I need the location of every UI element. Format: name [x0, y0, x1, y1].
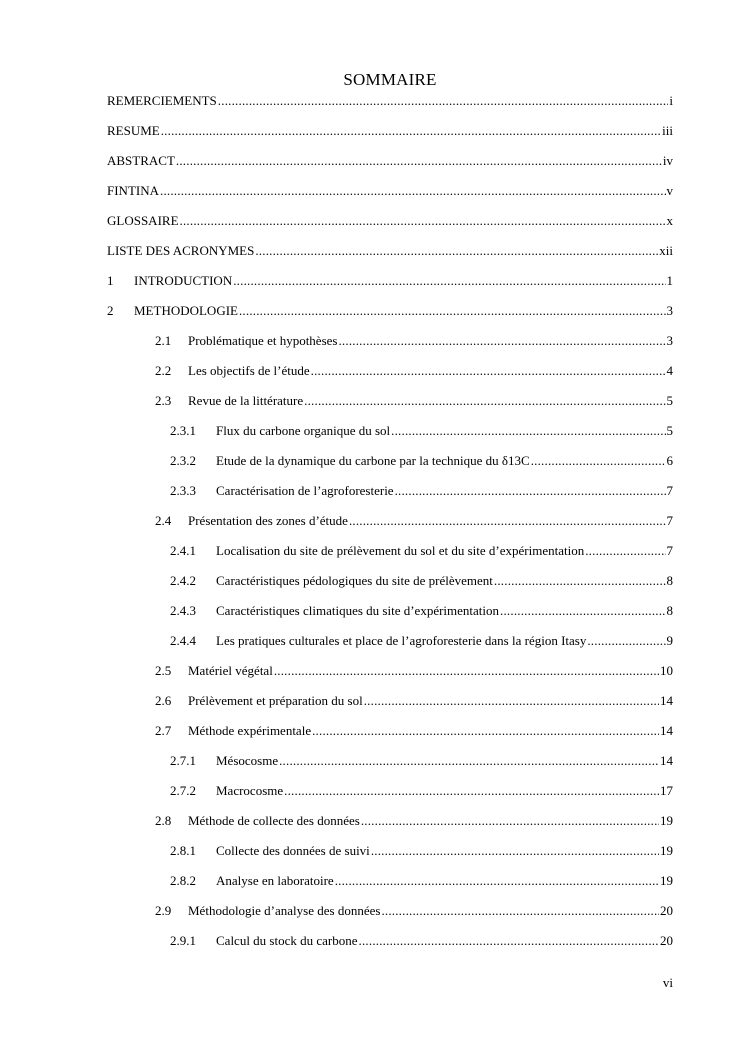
toc-entry-page: 5 — [666, 423, 673, 438]
toc-entry-label: Méthode expérimentale — [188, 723, 312, 738]
toc-dot-leader — [371, 841, 659, 861]
toc-dot-leader — [218, 91, 669, 111]
toc-entry-number: 2.4.2 — [170, 573, 196, 588]
toc-entry-page: 5 — [666, 393, 673, 408]
toc-entry-label: REMERCIEMENTS — [107, 93, 217, 108]
toc-dot-leader — [361, 811, 659, 831]
toc-entry-number: 2.3.1 — [170, 423, 196, 438]
toc-entry-label: GLOSSAIRE — [107, 213, 179, 228]
toc-dot-leader — [359, 931, 659, 951]
toc-entry[interactable] — [170, 541, 673, 561]
toc-entry-page: 20 — [660, 933, 673, 948]
toc-dot-leader — [381, 901, 659, 921]
toc-entry-page: v — [666, 183, 673, 198]
toc-entry[interactable] — [155, 511, 673, 531]
toc-entry-label: Revue de la littérature — [188, 393, 304, 408]
toc-entry[interactable] — [107, 121, 673, 141]
toc-entry-label: Localisation du site de prélèvement du sol et du site d’expérimentation — [216, 543, 585, 558]
toc-entry-page: 7 — [666, 483, 673, 498]
toc-entry[interactable] — [107, 211, 673, 231]
toc-entry-page: x — [666, 213, 673, 228]
toc-entry-number: 2.3.2 — [170, 453, 196, 468]
toc-entry-label: INTRODUCTION — [134, 273, 233, 288]
toc-dot-leader — [349, 511, 666, 531]
toc-dot-leader — [274, 661, 659, 681]
toc-entry[interactable] — [170, 631, 673, 651]
toc-entry[interactable] — [170, 451, 673, 471]
toc-dot-leader — [180, 211, 666, 231]
toc-entry-label: Problématique et hypothèses — [188, 333, 338, 348]
toc-entry-label: LISTE DES ACRONYMES — [107, 243, 255, 258]
toc-entry-label: Flux du carbone organique du sol — [216, 423, 391, 438]
toc-entry-page: iii — [662, 123, 673, 138]
toc-entry-number: 2.7 — [155, 723, 172, 738]
toc-entry[interactable] — [170, 751, 673, 771]
toc-entry-label: RESUME — [107, 123, 160, 138]
toc-dot-leader — [364, 691, 659, 711]
toc-entry-label: Macrocosme — [216, 783, 284, 798]
toc-dot-leader — [239, 301, 666, 321]
toc-entry-label: Mésocosme — [216, 753, 279, 768]
toc-entry-page: 17 — [660, 783, 673, 798]
toc-entry-label: METHODOLOGIE — [134, 303, 238, 318]
toc-dot-leader — [335, 871, 659, 891]
toc-entry-number: 2.7.2 — [170, 783, 196, 798]
toc-entry-number: 2.4 — [155, 513, 172, 528]
toc-entry-number: 2 — [107, 303, 114, 318]
toc-dot-leader — [284, 781, 659, 801]
toc-entry-page: iv — [662, 153, 673, 168]
toc-entry-page: 7 — [666, 513, 673, 528]
toc-entry-number: 2.2 — [155, 363, 172, 378]
toc-dot-leader — [391, 421, 665, 441]
toc-entry-number: 2.3 — [155, 393, 172, 408]
toc-entry[interactable] — [155, 391, 673, 411]
toc-dot-leader — [311, 361, 666, 381]
toc-entry-label: Les objectifs de l’étude — [188, 363, 310, 378]
toc-entry-page: xii — [659, 243, 673, 258]
toc-entry-number: 2.8.1 — [170, 843, 196, 858]
toc-entry-page: 3 — [666, 333, 673, 348]
toc-entry-page: 10 — [660, 663, 673, 678]
toc-dot-leader — [312, 721, 659, 741]
toc-entry-number: 2.5 — [155, 663, 172, 678]
toc-entry[interactable] — [155, 331, 673, 351]
toc-entry-number: 2.4.3 — [170, 603, 196, 618]
toc-entry-page: 14 — [660, 693, 673, 708]
toc-dot-leader — [161, 121, 661, 141]
toc-entry-number: 2.9 — [155, 903, 172, 918]
toc-entry-label: Méthodologie d’analyse des données — [188, 903, 381, 918]
toc-entry[interactable] — [155, 811, 673, 831]
toc-entry-label: Méthode de collecte des données — [188, 813, 360, 828]
toc-entry-label: Calcul du stock du carbone — [216, 933, 358, 948]
toc-dot-leader — [304, 391, 665, 411]
toc-entry[interactable] — [155, 721, 673, 741]
toc-entry-page: 14 — [660, 753, 673, 768]
toc-entry-page: i — [669, 93, 673, 108]
toc-dot-leader — [585, 541, 665, 561]
toc-entry-number: 2.3.3 — [170, 483, 196, 498]
toc-entry[interactable] — [170, 481, 673, 501]
toc-entry[interactable] — [170, 601, 673, 621]
toc-entry-page: 4 — [666, 363, 673, 378]
toc-entry[interactable] — [170, 571, 673, 591]
toc-entry-page: 1 — [666, 273, 673, 288]
toc-entry-page: 20 — [660, 903, 673, 918]
toc-entry[interactable] — [155, 661, 673, 681]
toc-entry-label: Matériel végétal — [188, 663, 273, 678]
toc-entry-number: 2.4.4 — [170, 633, 196, 648]
toc-entry-label: Prélèvement et préparation du sol — [188, 693, 363, 708]
toc-entry[interactable] — [170, 871, 673, 891]
toc-dot-leader — [279, 751, 659, 771]
toc-entry-label: Caractéristiques pédologiques du site de prélèvement — [216, 573, 493, 588]
toc-entry-page: 19 — [660, 843, 673, 858]
toc-entry[interactable] — [107, 241, 673, 261]
toc-entry-label: FINTINA — [107, 183, 159, 198]
toc-dot-leader — [176, 151, 662, 171]
toc-entry[interactable] — [155, 901, 673, 921]
toc-entry-label: Les pratiques culturales et place de l’agroforesterie dans la région Itasy — [216, 633, 587, 648]
toc-entry-number: 2.8.2 — [170, 873, 196, 888]
toc-dot-leader — [494, 571, 666, 591]
toc-entry-label: Présentation des zones d’étude — [188, 513, 348, 528]
toc-entry[interactable] — [170, 841, 673, 861]
toc-entry[interactable] — [107, 91, 673, 111]
toc-dot-leader — [500, 601, 665, 621]
toc-entry-number: 2.4.1 — [170, 543, 196, 558]
toc-entry-page: 19 — [660, 813, 673, 828]
toc-dot-leader — [338, 331, 665, 351]
toc-dot-leader — [160, 181, 666, 201]
toc-entry-page: 6 — [666, 453, 673, 468]
toc-dot-leader — [233, 271, 665, 291]
toc-entry-page: 9 — [666, 633, 673, 648]
toc-entry[interactable] — [107, 301, 673, 321]
toc-entry-label: Caractéristiques climatiques du site d’expérimentation — [216, 603, 500, 618]
toc-dot-leader — [531, 451, 666, 471]
toc-entry-page: 8 — [666, 603, 673, 618]
toc-entry[interactable] — [170, 931, 673, 951]
toc-dot-leader — [255, 241, 658, 261]
toc-entry[interactable] — [170, 781, 673, 801]
toc-entry-number: 2.8 — [155, 813, 172, 828]
toc-entry-label: Analyse en laboratoire — [216, 873, 334, 888]
toc-entry[interactable] — [107, 151, 673, 171]
page-title: SOMMAIRE — [343, 70, 437, 89]
toc-entry-number: 2.6 — [155, 693, 172, 708]
toc-dot-leader — [587, 631, 665, 651]
toc-entry-page: 3 — [666, 303, 673, 318]
toc-entry-label: ABSTRACT — [107, 153, 175, 168]
toc-dot-leader — [395, 481, 666, 501]
toc-entry-label: Collecte des données de suivi — [216, 843, 370, 858]
toc-entry-number: 2.9.1 — [170, 933, 196, 948]
toc-entry[interactable] — [107, 181, 673, 201]
toc-entry[interactable] — [107, 271, 673, 291]
toc-entry-number: 2.1 — [155, 333, 172, 348]
page-number: vi — [662, 975, 673, 990]
toc-entry-number: 2.7.1 — [170, 753, 196, 768]
toc-entry-number: 1 — [107, 273, 114, 288]
toc-entry[interactable] — [155, 361, 673, 381]
toc-entry-label: Caractérisation de l’agroforesterie — [216, 483, 394, 498]
toc-entry-label: Etude de la dynamique du carbone par la technique du δ13C — [216, 453, 530, 468]
toc-entry[interactable] — [170, 421, 673, 441]
toc-entry-page: 14 — [660, 723, 673, 738]
toc-entry-page: 19 — [660, 873, 673, 888]
toc-entry-page: 7 — [666, 543, 673, 558]
toc-entry[interactable] — [155, 691, 673, 711]
toc-entry-page: 8 — [666, 573, 673, 588]
